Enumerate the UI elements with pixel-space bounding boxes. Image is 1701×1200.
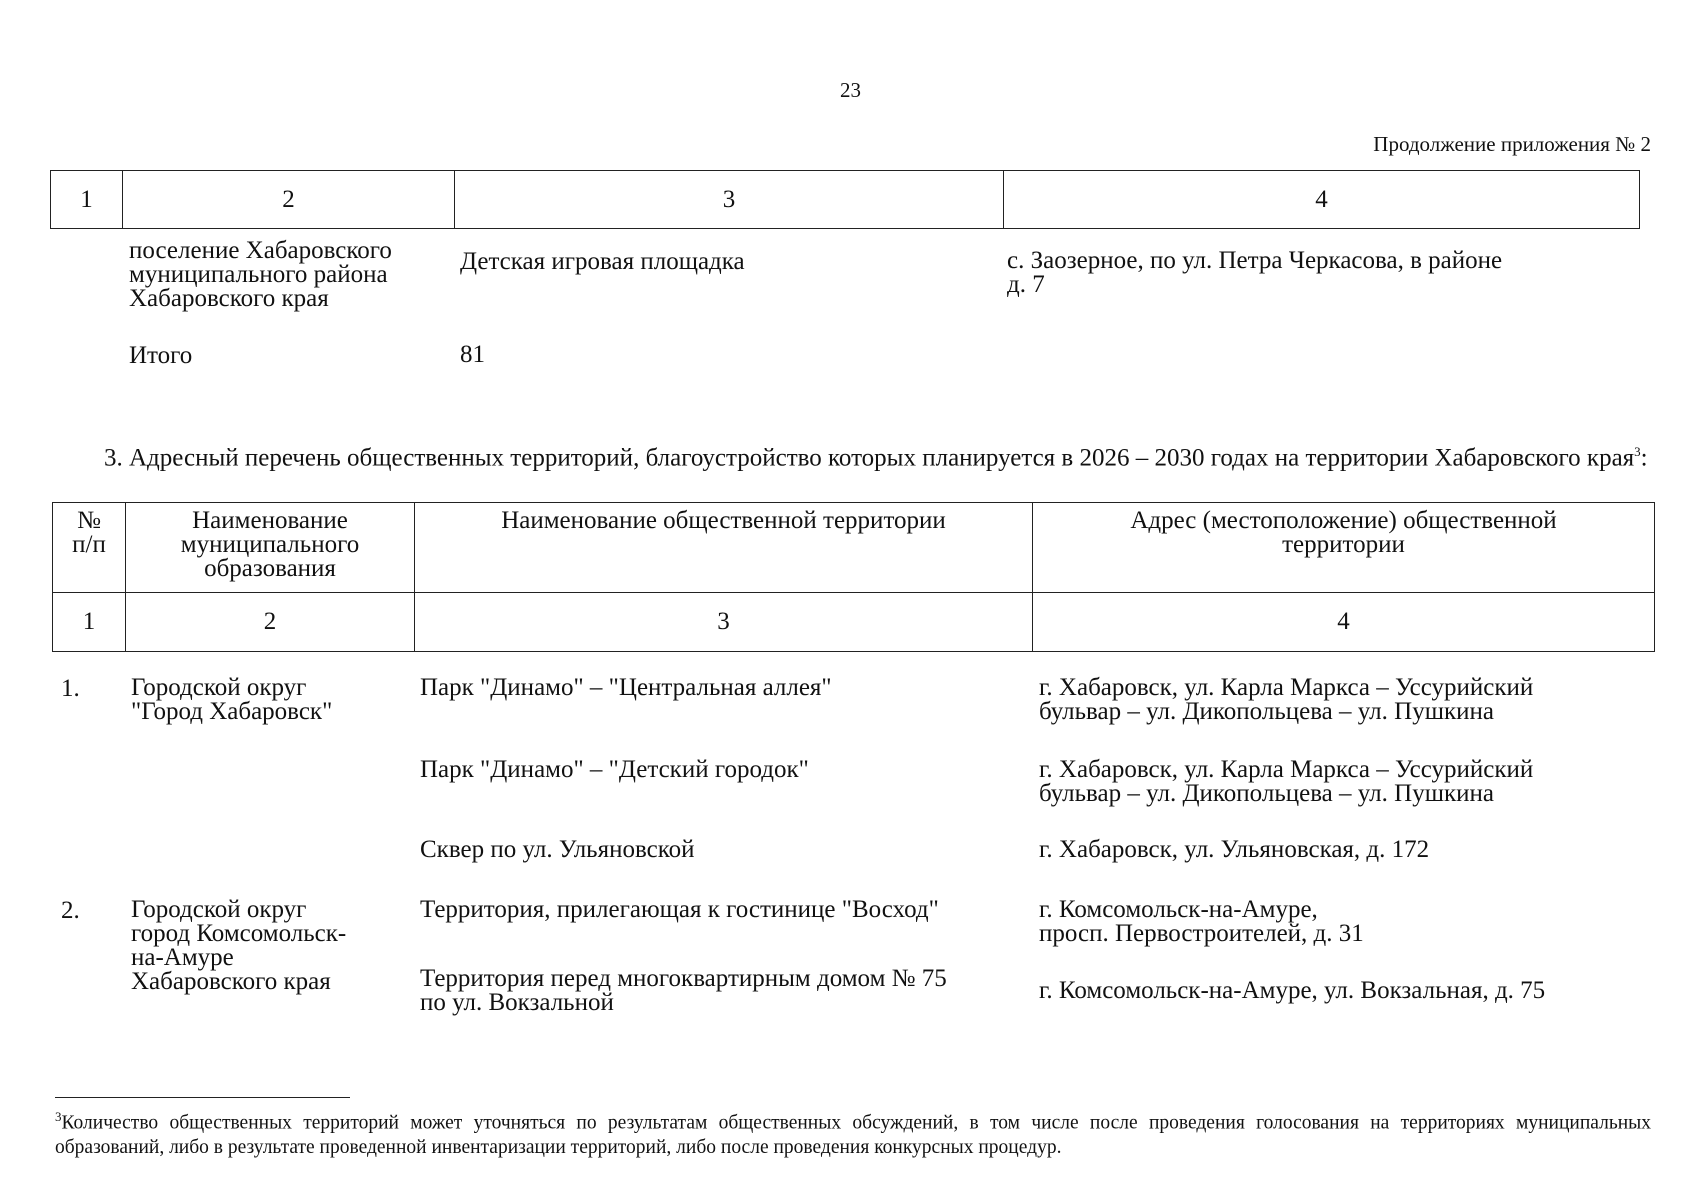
text-line: поселение Хабаровского	[129, 237, 392, 264]
address-cell	[1039, 979, 1545, 1003]
total-value: 81	[460, 341, 485, 368]
column-number: 4	[1033, 593, 1655, 652]
territory-cell	[420, 898, 939, 922]
section-title	[50, 440, 1655, 470]
text-line: Территория, прилегающая к гостинице "Восход"	[420, 896, 939, 923]
column-number: 3	[415, 593, 1033, 652]
territory-cell	[420, 758, 809, 782]
column-number: 1	[53, 593, 126, 652]
text-line: г. Хабаровск, ул. Ульяновская, д. 172	[1039, 836, 1430, 863]
text-line: просп. Первостроителей, д. 31	[1039, 920, 1364, 947]
footnote-separator	[55, 1097, 350, 1098]
text-line: г. Хабаровск, ул. Карла Маркса – Уссурийский	[1039, 756, 1534, 783]
section-title-end: :	[1640, 444, 1648, 472]
page-number: 23	[840, 78, 861, 102]
text-line: город Комсомольск-	[131, 920, 347, 947]
header-municipality	[126, 503, 415, 593]
territory-cell	[420, 676, 832, 700]
text-line: Хабаровского края	[129, 285, 329, 312]
address-cell	[1007, 249, 1502, 297]
top-column-numbers-table	[50, 170, 1640, 229]
header-territory	[415, 503, 1033, 593]
continuation-label: Продолжение приложения № 2	[1373, 132, 1651, 156]
text-line: Сквер по ул. Ульяновской	[420, 836, 695, 863]
column-number: 1	[51, 171, 123, 229]
row-number: 1.	[61, 675, 80, 702]
text-line: Адрес (местоположение) общественной	[1130, 507, 1557, 534]
text-line: "Город Хабаровск"	[131, 698, 333, 725]
text-line: на-Амуре	[131, 944, 234, 971]
text-line: Городской округ	[131, 674, 307, 701]
footnote-ref: 3	[1634, 444, 1641, 459]
row-number: 2.	[61, 897, 80, 924]
text-line: Наименование общественной территории	[501, 507, 946, 534]
text-line: по ул. Вокзальной	[420, 989, 614, 1016]
text-line: Территория перед многоквартирным домом № 75	[420, 965, 947, 992]
text-line: Хабаровского края	[131, 968, 331, 995]
text-line: территории	[1282, 531, 1405, 558]
footnote-marker: 3	[55, 1109, 62, 1124]
text-line: Парк "Динамо" – "Детский городок"	[420, 756, 809, 783]
footnote-text: Количество общественных территорий может уточняться по результатам общественных обсуждений, в том числе после проведения голосования на территориях муниципальных образований, либо в результате проведенной инвентаризации территорий, либо после проведения конкурсных процедур.	[55, 1112, 1651, 1158]
address-cell	[1039, 758, 1533, 806]
territories-header-table	[52, 502, 1655, 652]
municipality-cell	[131, 676, 332, 724]
total-label: Итого	[129, 342, 193, 369]
section-title-text: 3. Адресный перечень общественных территорий, благоустройство которых планируется в 2026 – 2030 годах на территории Хабаровского края	[104, 444, 1635, 472]
text-line: образования	[204, 555, 336, 582]
address-cell	[1039, 898, 1364, 946]
municipality-cell	[131, 898, 346, 994]
text-line: муниципального	[180, 531, 360, 558]
text-line: муниципального района	[129, 261, 388, 288]
municipality-cell	[129, 239, 392, 311]
territory-cell	[420, 967, 947, 1015]
column-number: 4	[1004, 171, 1640, 229]
text-line: Городской округ	[131, 896, 307, 923]
column-number: 3	[455, 171, 1004, 229]
column-number: 2	[123, 171, 455, 229]
object-cell: Детская игровая площадка	[460, 248, 745, 275]
text-line: д. 7	[1007, 271, 1045, 298]
text-line: бульвар – ул. Дикопольцева – ул. Пушкина	[1039, 780, 1494, 807]
text-line: №	[77, 507, 101, 534]
text-line: г. Комсомольск-на-Амуре, ул. Вокзальная, д. 75	[1039, 977, 1546, 1004]
territory-cell	[420, 838, 694, 862]
header-address	[1033, 503, 1655, 593]
text-line: бульвар – ул. Дикопольцева – ул. Пушкина	[1039, 698, 1494, 725]
text-line: п/п	[72, 531, 106, 558]
text-line: г. Хабаровск, ул. Карла Маркса – Уссурийский	[1039, 674, 1534, 701]
footnote	[55, 1105, 1651, 1160]
text-line: с. Заозерное, по ул. Петра Черкасова, в районе	[1007, 247, 1503, 274]
address-cell	[1039, 838, 1429, 862]
address-cell	[1039, 676, 1533, 724]
header-num	[53, 503, 126, 593]
column-number: 2	[126, 593, 415, 652]
text-line: г. Комсомольск-на-Амуре,	[1039, 896, 1318, 923]
text-line: Наименование	[192, 507, 348, 534]
text-line: Парк "Динамо" – "Центральная аллея"	[420, 674, 832, 701]
